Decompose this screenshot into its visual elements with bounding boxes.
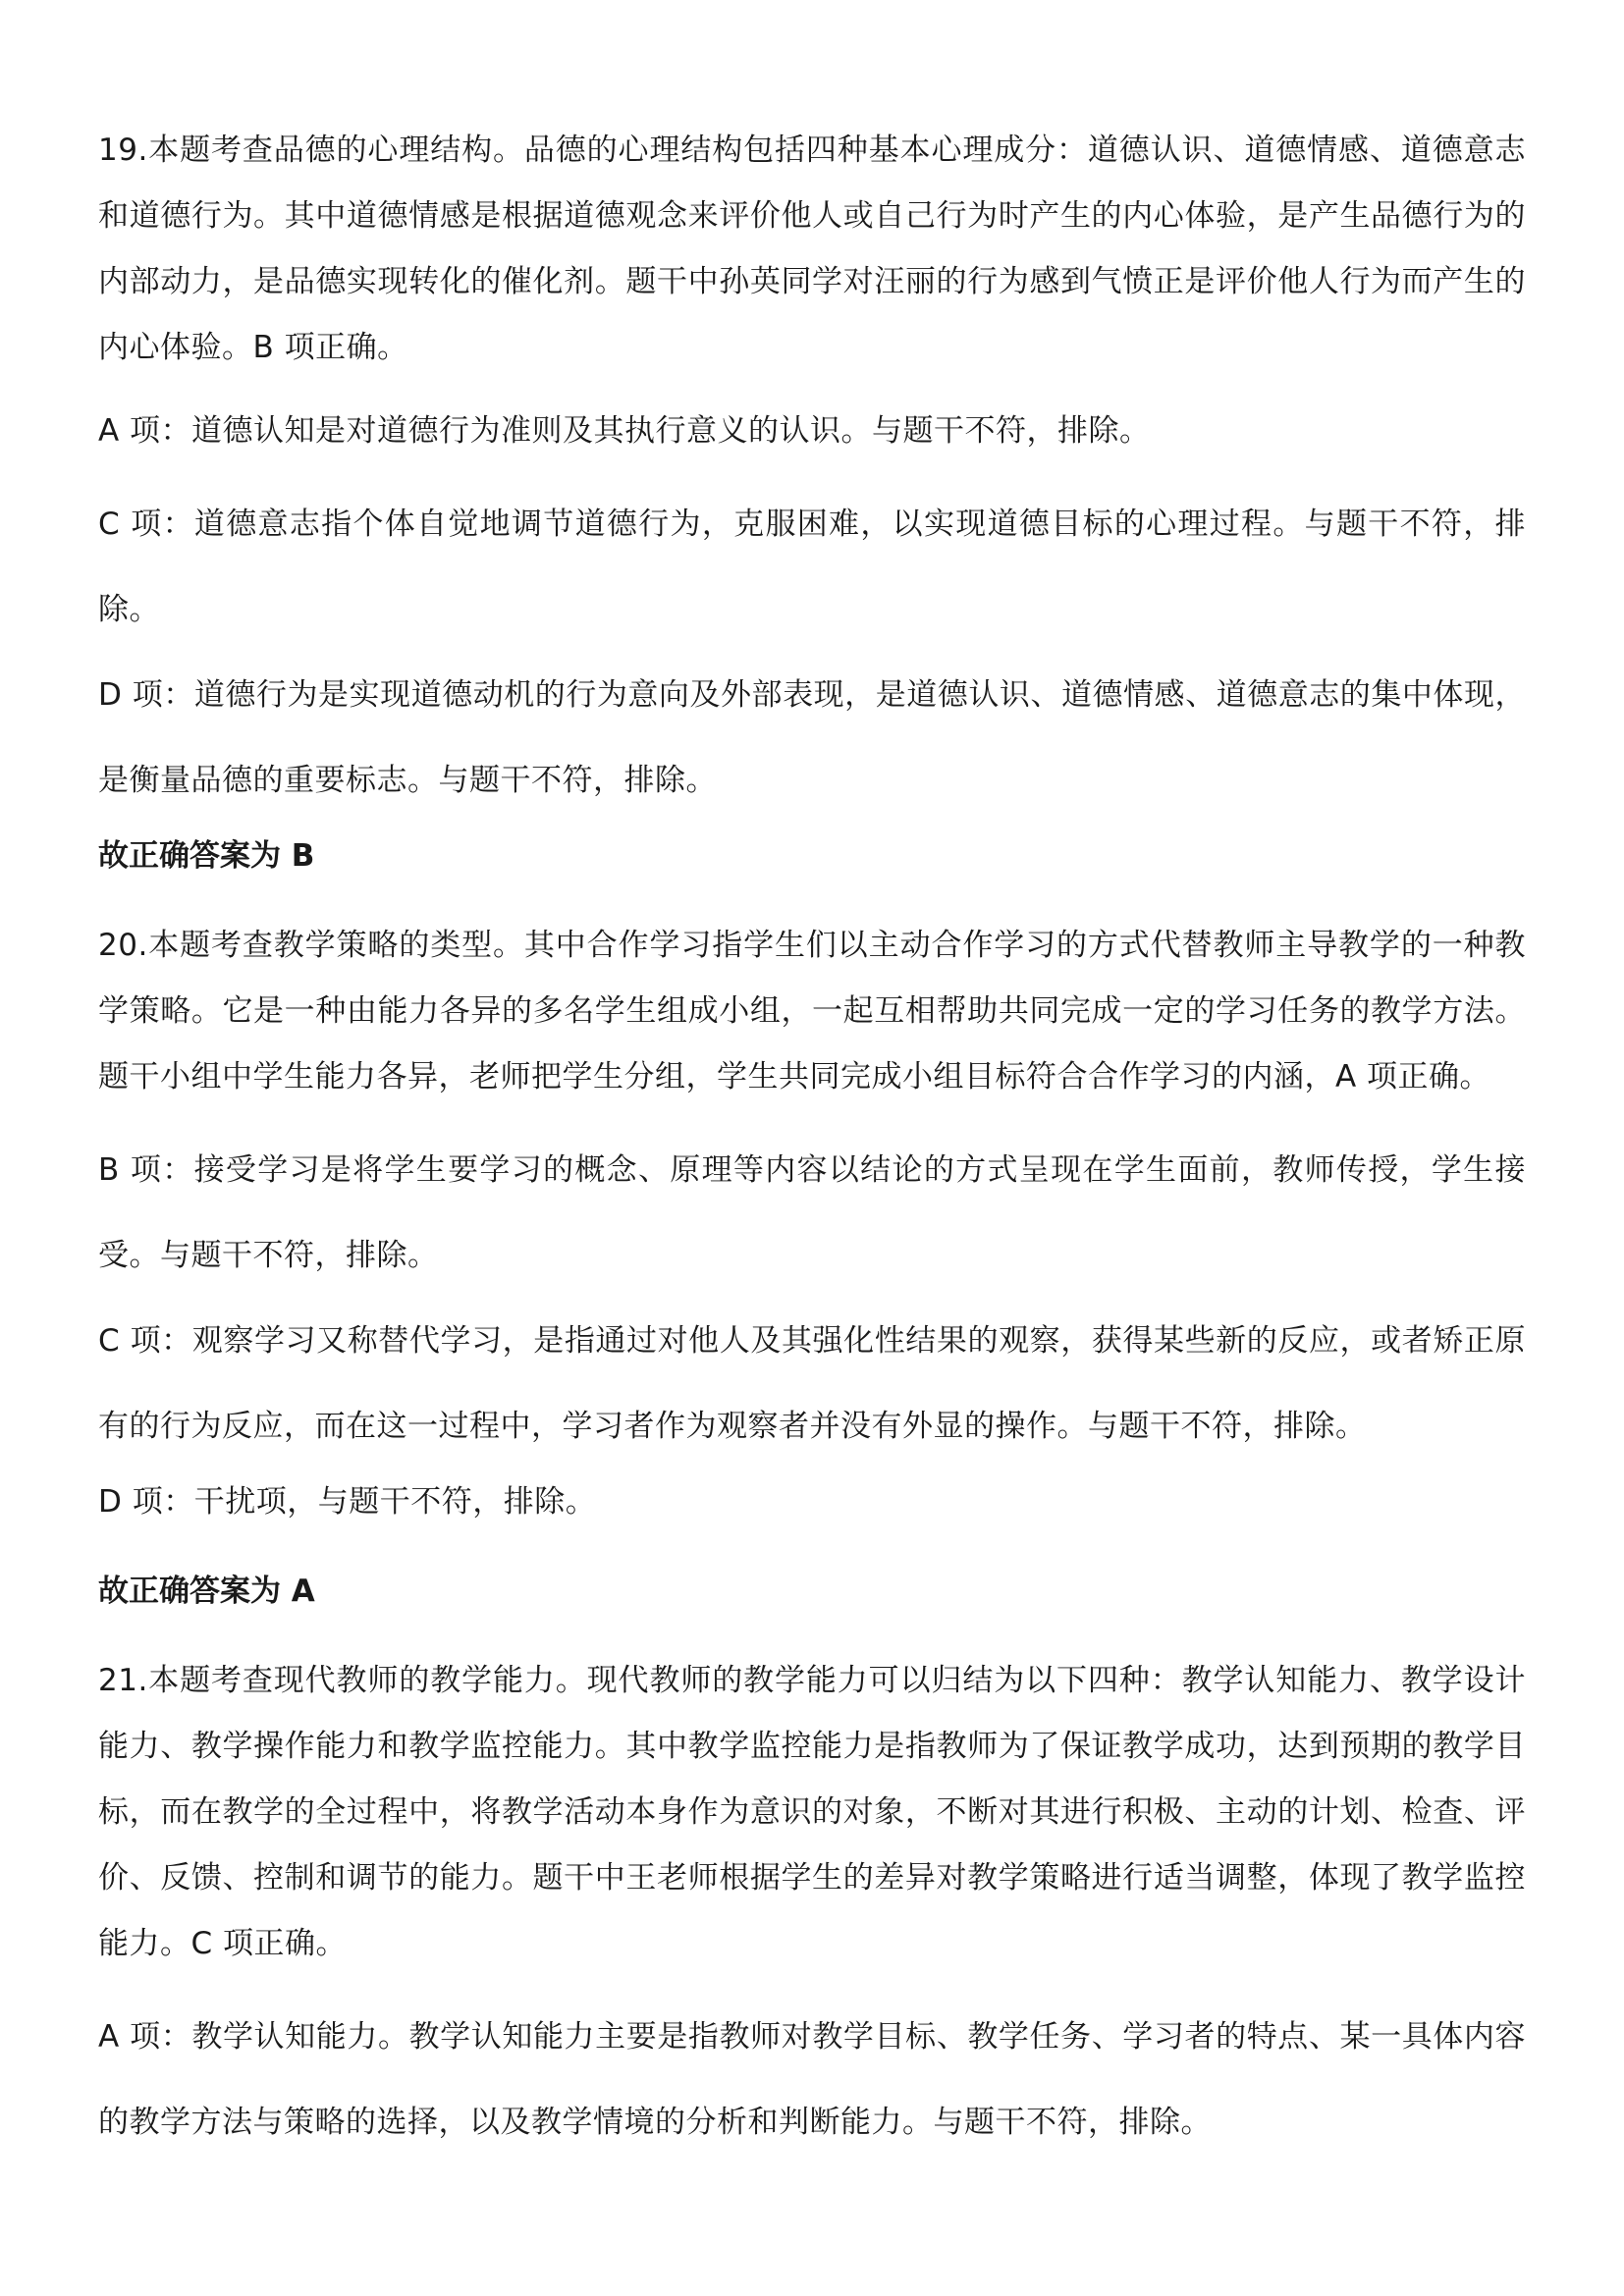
q19-explanation: 19.本题考查品德的心理结构。品德的心理结构包括四种基本心理成分：道德认识、道德情感、道德意志和道德行为。其中道德情感是根据道德观念来评价他人或自己行为时产生的内心体验，是产生品德行为的内部动力，是品德实现转化的催化剂。题干中孙英同学对汪丽的行为感到气愤正是评价他人行为而产生的内心体验。B 项正确。: [98, 133, 1526, 365]
q19-answer: 故正确答案为 B: [98, 838, 315, 874]
q19-option-c: C 项：道德意志指个体自觉地调节道德行为，克服困难，以实现道德目标的心理过程。与题干不符，排除。: [98, 507, 1526, 627]
q20-answer: 故正确答案为 A: [98, 1574, 315, 1609]
q20-option-c: C 项：观察学习又称替代学习，是指通过对他人及其强化性结果的观察，获得某些新的反应，或者矫正原有的行为反应，而在这一过程中，学习者作为观察者并没有外显的操作。与题干不符，排除。: [98, 1323, 1526, 1444]
q20-option-d: D 项：干扰项，与题干不符，排除。: [98, 1484, 597, 1520]
q20-option-b: B 项：接受学习是将学生要学习的概念、原理等内容以结论的方式呈现在学生面前，教师传授，学生接受。与题干不符，排除。: [98, 1152, 1526, 1273]
q21-explanation: 21.本题考查现代教师的教学能力。现代教师的教学能力可以归结为以下四种：教学认知能力、教学设计能力、教学操作能力和教学监控能力。其中教学监控能力是指教师为了保证教学成功，达到预期的教学目标，而在教学的全过程中，将教学活动本身作为意识的对象，不断对其进行积极、主动的计划、检查、评价、反馈、控制和调节的能力。题干中王老师根据学生的差异对教学策略进行适当调整，体现了教学监控能力。C 项正确。: [98, 1663, 1526, 1961]
q19-option-d: D 项：道德行为是实现道德动机的行为意向及外部表现，是道德认识、道德情感、道德意志的集中体现，是衡量品德的重要标志。与题干不符，排除。: [98, 677, 1526, 798]
q20-explanation: 20.本题考查教学策略的类型。其中合作学习指学生们以主动合作学习的方式代替教师主导教学的一种教学策略。它是一种由能力各异的多名学生组成小组，一起互相帮助共同完成一定的学习任务的教学方法。题干小组中学生能力各异，老师把学生分组，学生共同完成小组目标符合合作学习的内涵，A 项正确。: [98, 928, 1526, 1095]
q19-option-a: A 项：道德认知是对道德行为准则及其执行意义的认识。与题干不符，排除。: [98, 413, 1151, 449]
q21-option-a: A 项：教学认知能力。教学认知能力主要是指教师对教学目标、教学任务、学习者的特点、某一具体内容的教学方法与策略的选择，以及教学情境的分析和判断能力。与题干不符，排除。: [98, 2019, 1526, 2140]
